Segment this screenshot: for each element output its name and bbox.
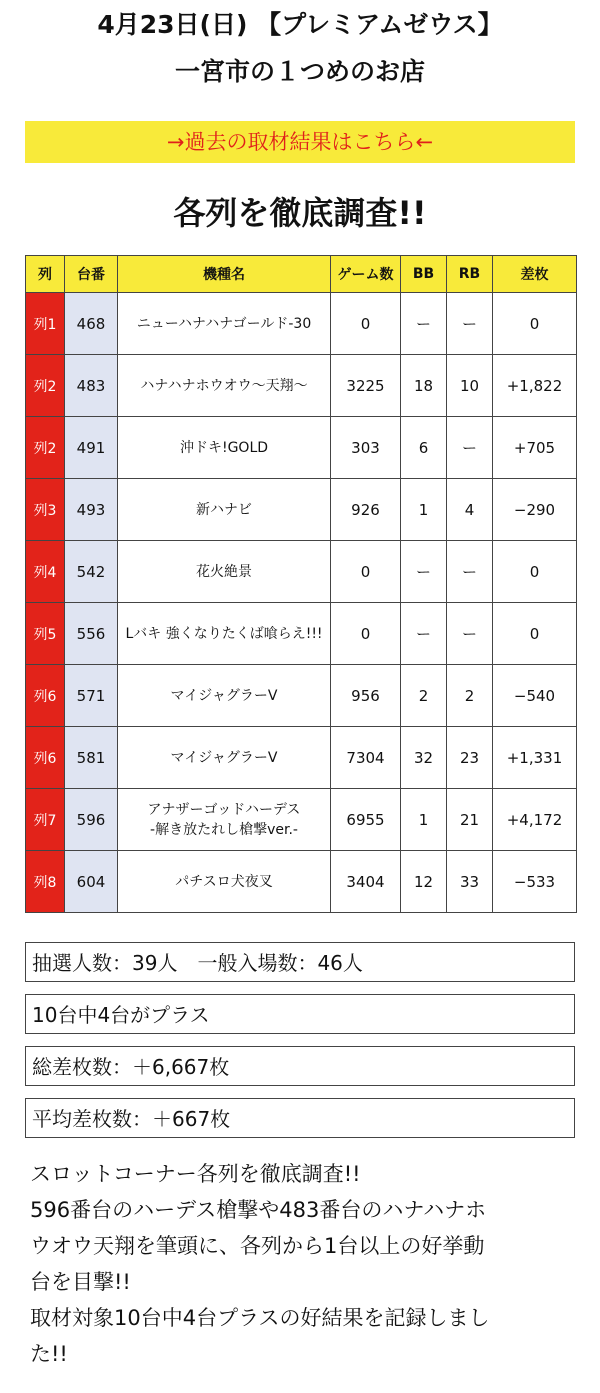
cell-retsu: 列2 <box>26 355 65 417</box>
machine-name-line: 花火絶景 <box>196 563 252 580</box>
cell-machine-name <box>118 603 331 665</box>
cell-retsu: 列4 <box>26 541 65 603</box>
machine-name-line: パチスロ犬夜叉 <box>175 873 273 890</box>
table-row <box>26 293 577 355</box>
cell-machine-number: 604 <box>65 851 118 913</box>
description-text <box>30 1156 575 1372</box>
cell-bb: 2 <box>401 665 447 727</box>
past-results-link[interactable]: →過去の取材結果はこちら← <box>25 121 575 163</box>
total-diff-stat: 総差枚数：＋6,667枚 <box>25 1046 575 1086</box>
cell-diff: +1,331 <box>493 727 577 789</box>
table-row <box>26 603 577 665</box>
description-line: 596番台のハーデス槍撃や483番台のハナハナホ <box>30 1198 487 1222</box>
cell-games: 6955 <box>331 789 401 851</box>
cell-bb: ー <box>401 293 447 355</box>
machine-name-line: マイジャグラーV <box>170 749 278 766</box>
machine-name-line: 新ハナビ <box>196 501 252 518</box>
cell-rb: 23 <box>447 727 493 789</box>
description-line: スロットコーナー各列を徹底調査!! <box>30 1162 361 1186</box>
cell-bb: 32 <box>401 727 447 789</box>
machine-name-line: ニューハナハナゴールド-30 <box>136 315 312 332</box>
cell-bb: ー <box>401 603 447 665</box>
cell-machine-number: 571 <box>65 665 118 727</box>
cell-machine-number: 468 <box>65 293 118 355</box>
cell-machine-number: 581 <box>65 727 118 789</box>
cell-machine-number: 491 <box>65 417 118 479</box>
cell-retsu: 列8 <box>26 851 65 913</box>
table-row <box>26 479 577 541</box>
description-line: 台を目撃!! <box>30 1270 131 1294</box>
cell-diff: −533 <box>493 851 577 913</box>
cell-machine-number: 556 <box>65 603 118 665</box>
cell-diff: −540 <box>493 665 577 727</box>
cell-retsu: 列1 <box>26 293 65 355</box>
cell-bb: ー <box>401 541 447 603</box>
cell-machine-name <box>118 665 331 727</box>
column-header-games: ゲーム数 <box>331 256 401 293</box>
cell-rb: ー <box>447 541 493 603</box>
column-header-diff: 差枚 <box>493 256 577 293</box>
page-subtitle-location: 一宮市の１つめのお店 <box>174 57 425 86</box>
cell-machine-name <box>118 789 331 851</box>
cell-retsu: 列2 <box>26 417 65 479</box>
cell-machine-number: 493 <box>65 479 118 541</box>
column-header-machine-name: 機種名 <box>118 256 331 293</box>
column-header-bb: BB <box>401 256 447 293</box>
machine-name-line: アナザーゴッドハーデス <box>147 801 301 818</box>
attendance-stat: 抽選人数：39人 一般入場数：46人 <box>25 942 575 982</box>
cell-retsu: 列5 <box>26 603 65 665</box>
cell-diff: +4,172 <box>493 789 577 851</box>
cell-diff: +705 <box>493 417 577 479</box>
cell-games: 3225 <box>331 355 401 417</box>
plus-count-stat: 10台中4台がプラス <box>25 994 575 1034</box>
cell-retsu: 列7 <box>26 789 65 851</box>
cell-diff: 0 <box>493 541 577 603</box>
cell-games: 926 <box>331 479 401 541</box>
table-row <box>26 541 577 603</box>
machine-name-line: 沖ドキ!GOLD <box>179 439 269 456</box>
cell-machine-name <box>118 727 331 789</box>
machine-name-line: ハナハナホウオウ〜天翔〜 <box>140 377 308 394</box>
cell-games: 0 <box>331 603 401 665</box>
cell-machine-name <box>118 479 331 541</box>
cell-machine-number: 483 <box>65 355 118 417</box>
machine-name-line: マイジャグラーV <box>170 687 278 704</box>
average-diff-stat: 平均差枚数：＋667枚 <box>25 1098 575 1138</box>
table-row <box>26 665 577 727</box>
cell-bb: 18 <box>401 355 447 417</box>
cell-games: 0 <box>331 541 401 603</box>
cell-machine-name <box>118 851 331 913</box>
cell-bb: 6 <box>401 417 447 479</box>
column-header-machine-number: 台番 <box>65 256 118 293</box>
cell-games: 7304 <box>331 727 401 789</box>
cell-diff: 0 <box>493 603 577 665</box>
table-row <box>26 417 577 479</box>
cell-rb: ー <box>447 417 493 479</box>
cell-rb: 10 <box>447 355 493 417</box>
results-table-body <box>26 293 577 913</box>
page-title-date-store: 4月23日(日) 【プレミアムゼウス】 <box>97 10 503 39</box>
cell-rb: 4 <box>447 479 493 541</box>
cell-games: 0 <box>331 293 401 355</box>
section-heading: 各列を徹底調査!! <box>173 194 427 232</box>
cell-rb: 33 <box>447 851 493 913</box>
column-header-rb: RB <box>447 256 493 293</box>
cell-diff: +1,822 <box>493 355 577 417</box>
cell-retsu: 列3 <box>26 479 65 541</box>
machine-name-line: -解き放たれし槍撃ver.- <box>150 821 298 838</box>
table-row <box>26 727 577 789</box>
table-header-row <box>26 256 577 293</box>
cell-machine-name <box>118 355 331 417</box>
machine-name-line: Lバキ 強くなりたくば喰らえ!!! <box>125 625 323 642</box>
cell-machine-name <box>118 417 331 479</box>
cell-diff: −290 <box>493 479 577 541</box>
cell-rb: ー <box>447 603 493 665</box>
cell-bb: 1 <box>401 789 447 851</box>
table-row <box>26 355 577 417</box>
description-line: た!! <box>30 1342 68 1366</box>
table-row <box>26 789 577 851</box>
cell-rb: 2 <box>447 665 493 727</box>
column-header-retsu: 列 <box>26 256 65 293</box>
cell-diff: 0 <box>493 293 577 355</box>
cell-retsu: 列6 <box>26 727 65 789</box>
cell-games: 303 <box>331 417 401 479</box>
cell-machine-number: 542 <box>65 541 118 603</box>
results-table <box>25 255 577 913</box>
table-row <box>26 851 577 913</box>
cell-rb: ー <box>447 293 493 355</box>
description-line: ウオウ天翔を筆頭に、各列から1台以上の好挙動 <box>30 1234 485 1258</box>
description-line: 取材対象10台中4台プラスの好結果を記録しまし <box>30 1306 490 1330</box>
cell-machine-name <box>118 541 331 603</box>
cell-bb: 1 <box>401 479 447 541</box>
cell-rb: 21 <box>447 789 493 851</box>
cell-machine-number: 596 <box>65 789 118 851</box>
cell-retsu: 列6 <box>26 665 65 727</box>
cell-games: 3404 <box>331 851 401 913</box>
cell-bb: 12 <box>401 851 447 913</box>
cell-machine-name <box>118 293 331 355</box>
cell-games: 956 <box>331 665 401 727</box>
